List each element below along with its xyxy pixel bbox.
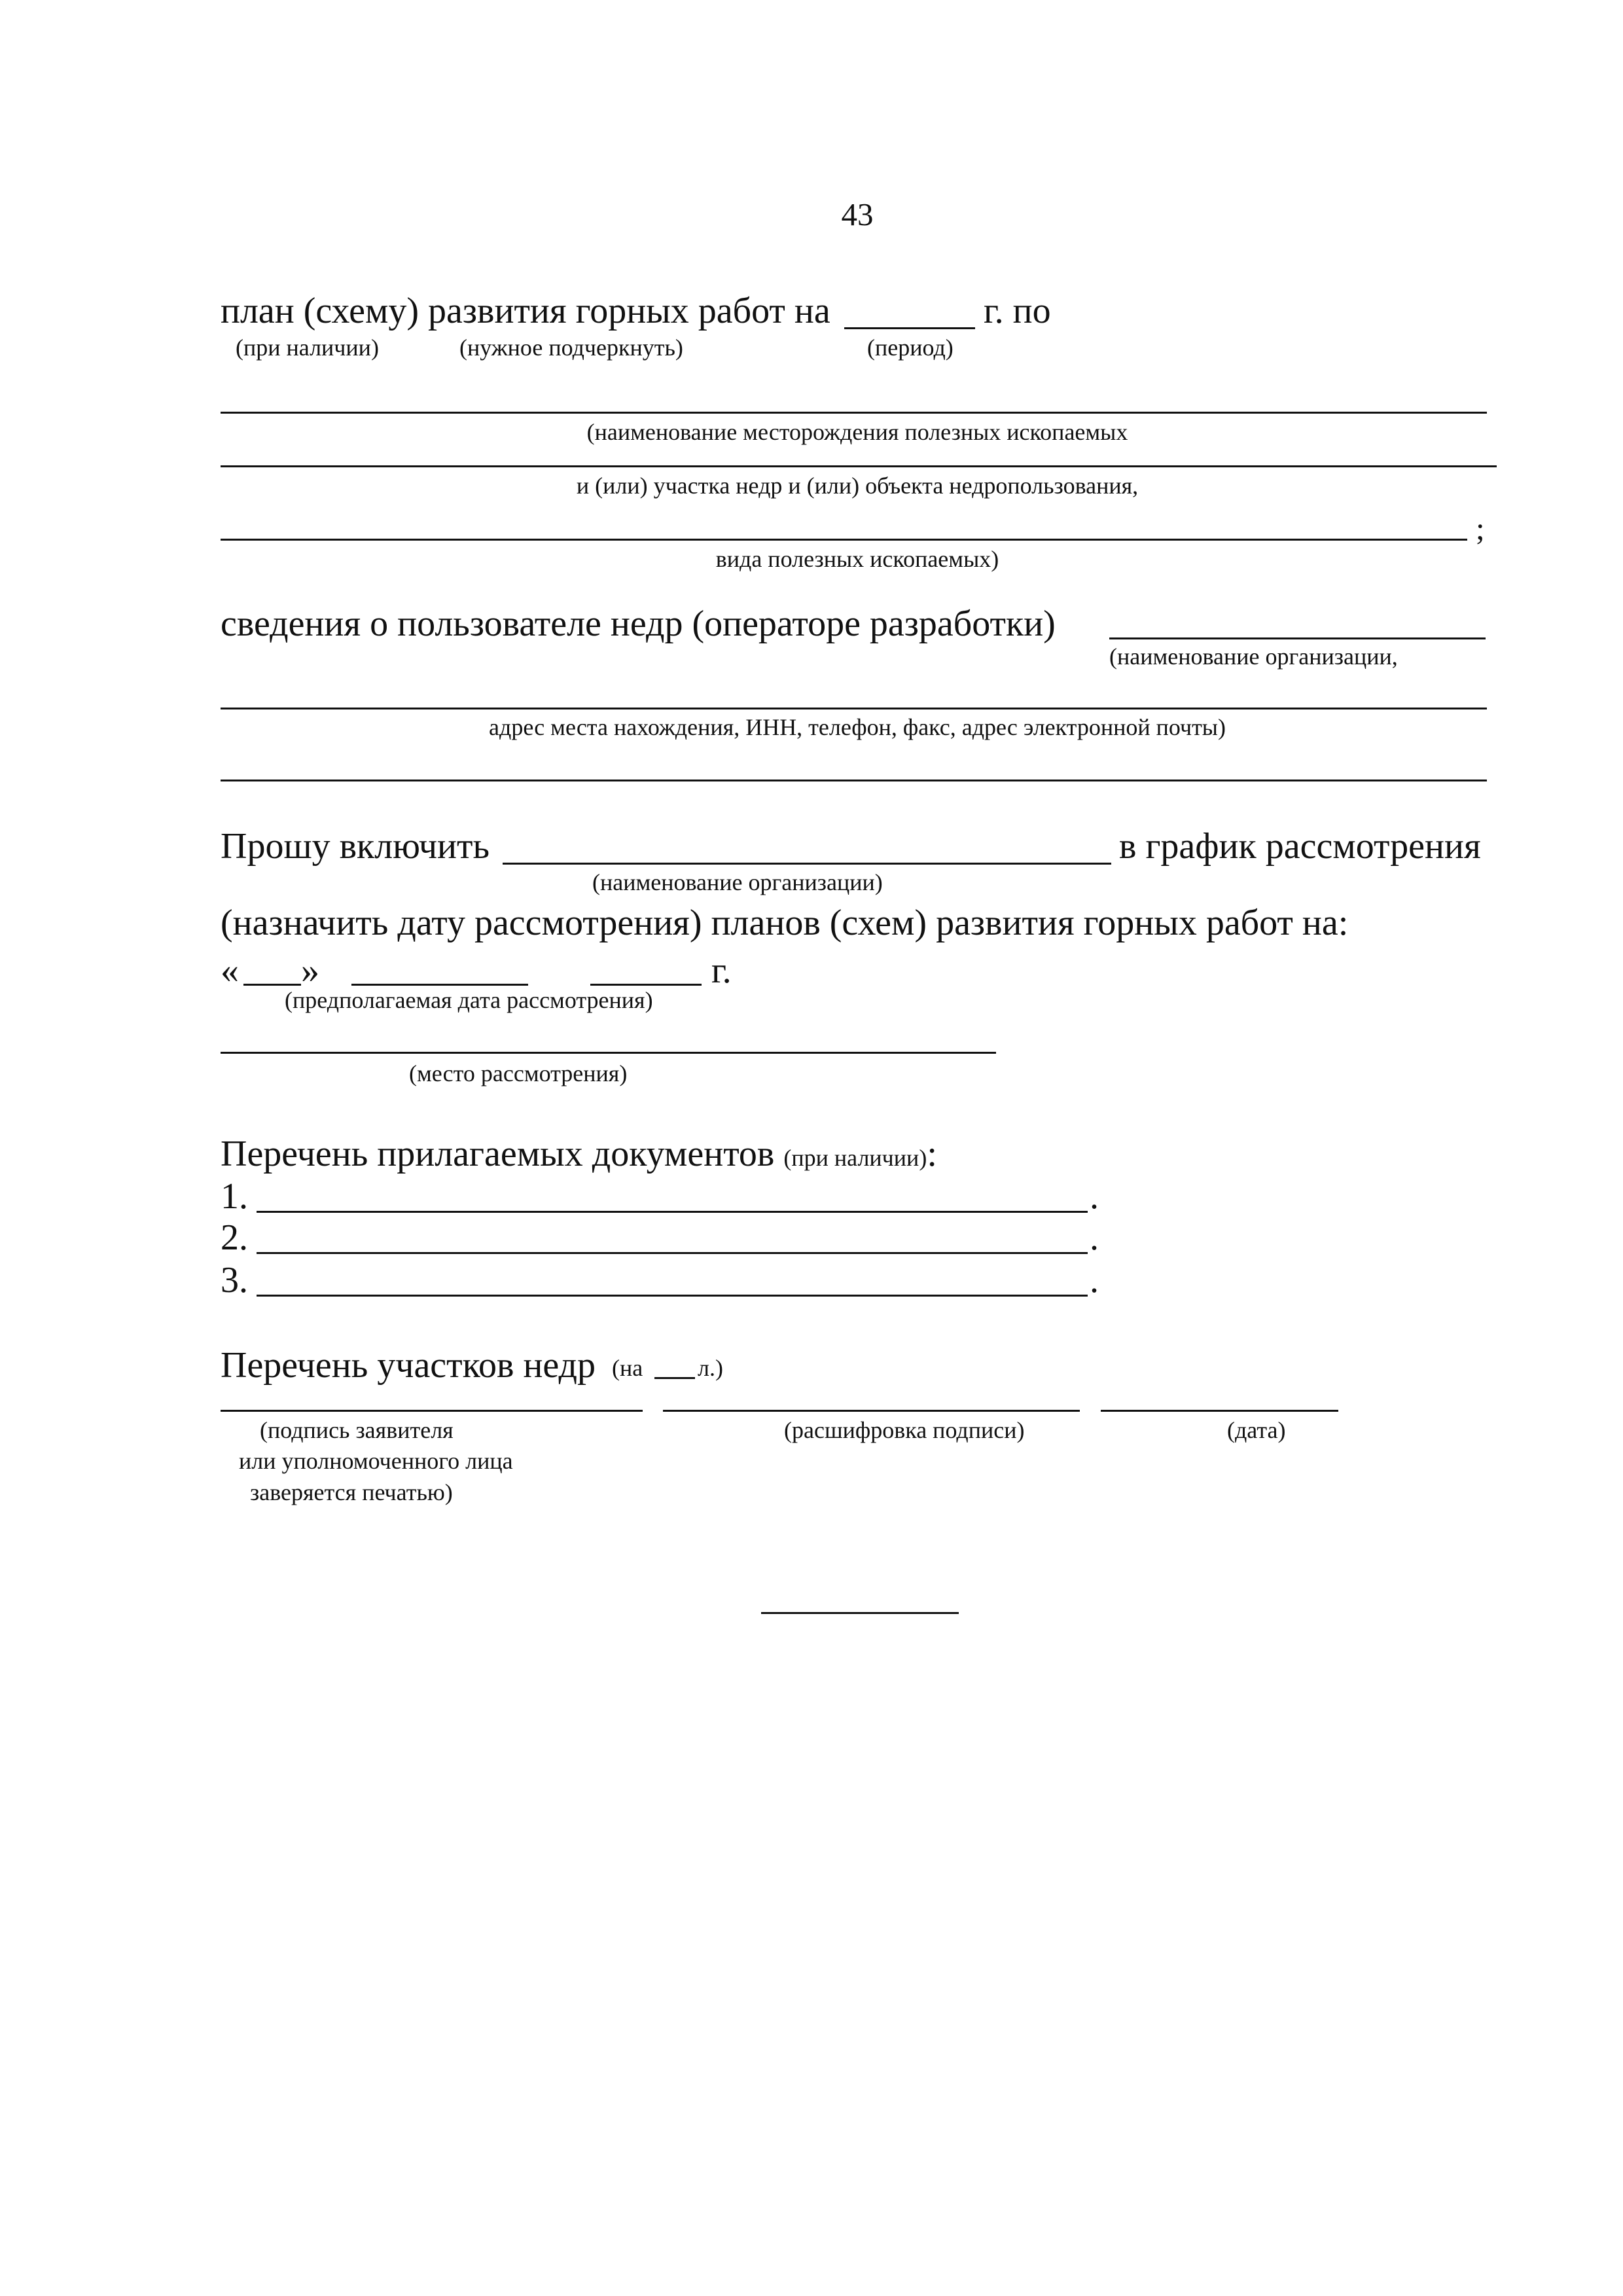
deposit-hint-3: вида полезных ископаемых) xyxy=(715,546,999,572)
document-item-field[interactable] xyxy=(257,1295,1088,1297)
signature-hint-decode: (расшифровка подписи) xyxy=(784,1417,1025,1443)
document-item-end: . xyxy=(1090,1217,1099,1258)
year-field[interactable] xyxy=(590,984,702,986)
document-item-field[interactable] xyxy=(257,1252,1088,1254)
document-item-number: 2. xyxy=(221,1217,248,1258)
deposit-hint-1: (наименование месторождения полезных ископаемых xyxy=(586,419,1128,445)
signature-date-field[interactable] xyxy=(1101,1410,1338,1412)
signature-hint-2: или уполномоченного лица xyxy=(239,1448,513,1474)
request-line-2: (назначить дату рассмотрения) планов (схем) развития горных работ на: xyxy=(221,903,1349,943)
request-suffix: в график рассмотрения xyxy=(1119,826,1481,867)
quote-open: « xyxy=(221,950,239,991)
request-hint-date: (предполагаемая дата рассмотрения) xyxy=(285,987,653,1013)
request-hint-org: (наименование организации) xyxy=(592,869,883,895)
user-hint-address: адрес места нахождения, ИНН, телефон, факс, адрес электронной почты) xyxy=(489,714,1226,740)
hint-presence: (при наличии) xyxy=(236,334,379,361)
signature-field[interactable] xyxy=(221,1410,643,1412)
quote-close: » xyxy=(301,950,319,991)
deposit-field-3[interactable] xyxy=(221,539,1467,541)
user-address-field-1[interactable] xyxy=(221,708,1487,709)
signature-hint-1: (подпись заявителя xyxy=(260,1417,454,1443)
signature-hint-date: (дата) xyxy=(1227,1417,1286,1443)
plan-line-suffix: г. по xyxy=(984,291,1051,331)
deposit-field-2[interactable] xyxy=(221,465,1497,467)
plan-line-text: план (схему) развития горных работ на xyxy=(221,291,830,331)
document-item-end: . xyxy=(1090,1260,1099,1300)
month-field[interactable] xyxy=(351,984,528,986)
document-item-field[interactable] xyxy=(257,1211,1088,1213)
request-prefix: Прошу включить xyxy=(221,826,490,867)
plots-note-open: (на xyxy=(612,1355,643,1381)
plots-title: Перечень участков недр xyxy=(221,1345,596,1386)
user-info-text: сведения о пользователе недр (операторе разработки) xyxy=(221,603,1056,644)
user-address-field-2[interactable] xyxy=(221,780,1487,781)
user-hint-org: (наименование организации, xyxy=(1109,643,1398,670)
day-field[interactable] xyxy=(243,984,301,986)
request-org-field[interactable] xyxy=(503,863,1111,865)
deposit-semicolon: ; xyxy=(1476,511,1485,547)
user-org-field[interactable] xyxy=(1109,637,1486,639)
plots-note-close: л.) xyxy=(698,1355,723,1381)
document-item-end: . xyxy=(1090,1176,1099,1217)
page-number: 43 xyxy=(841,196,874,232)
documents-title-note: (при наличии) xyxy=(783,1145,927,1171)
documents-title-text: Перечень прилагаемых документов xyxy=(221,1134,775,1174)
year-suffix: г. xyxy=(711,950,732,991)
signature-decode-field[interactable] xyxy=(663,1410,1080,1412)
deposit-hint-2: и (или) участка недр и (или) объекта недропользования, xyxy=(576,473,1139,499)
period-field[interactable] xyxy=(844,327,975,329)
document-item-number: 1. xyxy=(221,1176,248,1217)
document-item-number: 3. xyxy=(221,1260,248,1300)
hint-underline: (нужное подчеркнуть) xyxy=(459,334,683,361)
deposit-field-1[interactable] xyxy=(221,412,1487,414)
signature-hint-3: заверяется печатью) xyxy=(250,1479,453,1505)
place-field[interactable] xyxy=(221,1052,996,1054)
hint-period: (период) xyxy=(867,334,954,361)
plots-sheets-field[interactable] xyxy=(654,1377,695,1379)
closing-separator xyxy=(761,1612,959,1614)
documents-title xyxy=(221,1136,937,1172)
request-hint-place: (место рассмотрения) xyxy=(409,1060,628,1086)
documents-title-colon: : xyxy=(927,1134,937,1174)
